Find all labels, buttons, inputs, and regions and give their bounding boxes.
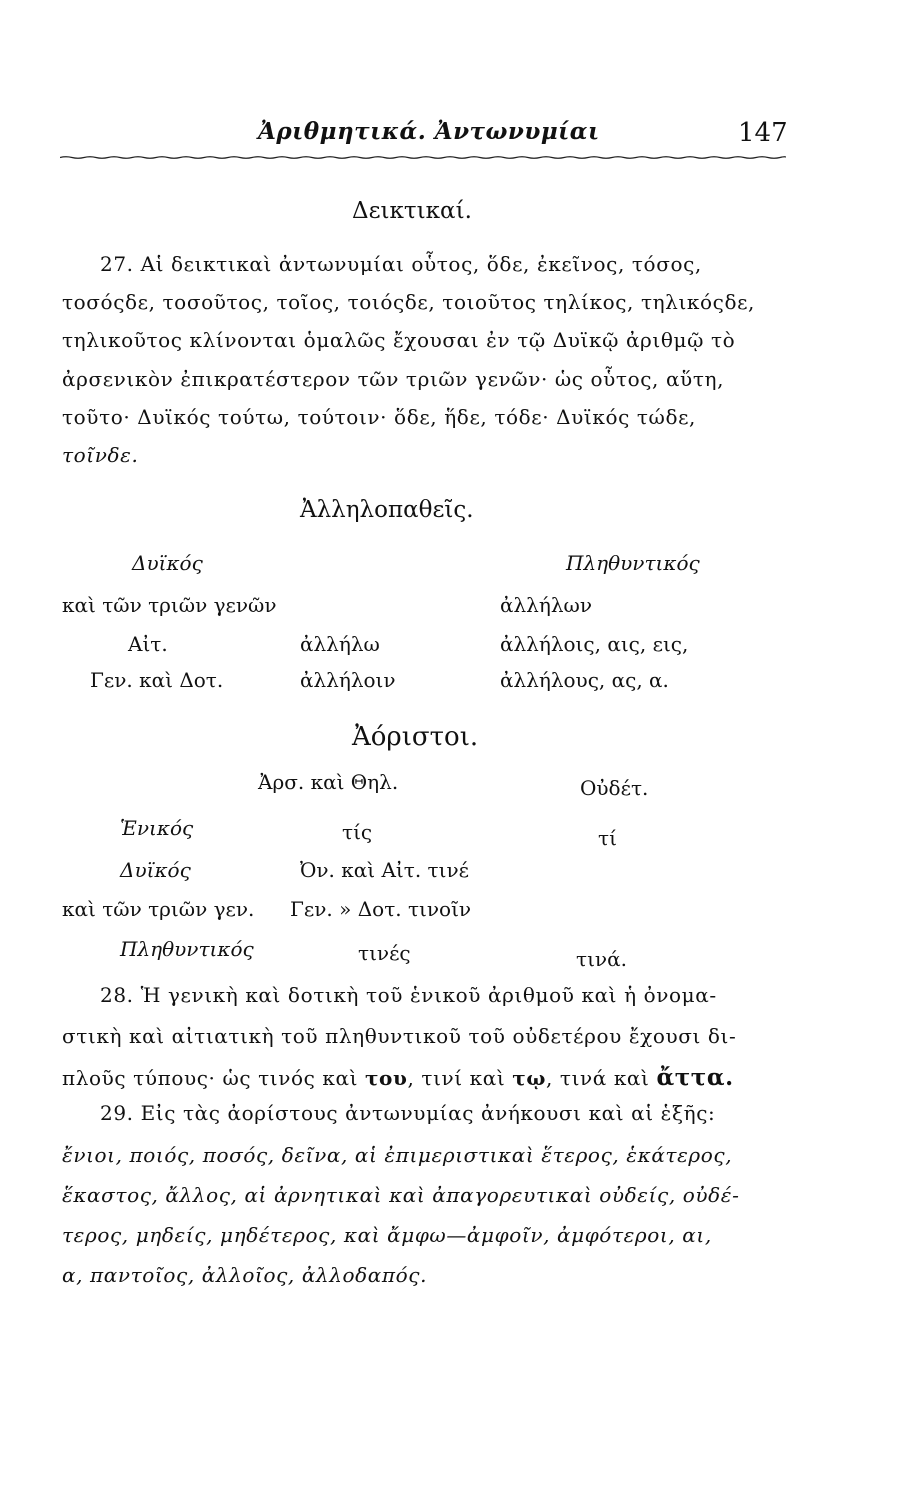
paragraph-29-line: 29. Εἰς τὰς ἀορίστους ἀντωνυμίας ἀνήκουσι καὶ αἱ ἑξῆς: bbox=[100, 1101, 716, 1125]
row-dual: ἀλλήλω bbox=[300, 632, 380, 656]
singular-neuter: τί bbox=[598, 826, 617, 850]
section-title-aoristoi: Ἀόριστοι. bbox=[352, 722, 479, 752]
dual-nom-acc: Ὀν. καὶ Αἰτ. τινέ bbox=[300, 858, 469, 882]
plural-masc: τινές bbox=[358, 941, 411, 965]
row-label: Γεν. καὶ Δοτ. bbox=[90, 668, 224, 692]
row-dual: ἀλλήλοιν bbox=[300, 668, 396, 692]
paragraph-28-line: 28. Ἡ γενικὴ καὶ δοτικὴ τοῦ ἑνικοῦ ἀριθμοῦ καὶ ἡ ὀνομα- bbox=[100, 983, 717, 1007]
row-plural: ἀλλήλοις, αις, εις, bbox=[500, 632, 689, 656]
row-label: καὶ τῶν τριῶν γενῶν bbox=[62, 593, 277, 617]
row-label-dual-gen: καὶ τῶν τριῶν γεν. bbox=[62, 897, 255, 921]
column-header-plural: Πληθυντικός bbox=[566, 551, 700, 575]
column-header-dual: Δυϊκός bbox=[132, 551, 203, 575]
text-span: , τινί καὶ bbox=[407, 1066, 513, 1090]
text-span: , τινά καὶ bbox=[545, 1066, 657, 1090]
column-header-masc-fem: Ἀρσ. καὶ Θηλ. bbox=[258, 770, 399, 794]
row-plural: ἀλλήλων bbox=[500, 593, 592, 617]
paragraph-29-line: ἔνιοι, ποιός, ποσός, δεῖνα, αἱ ἐπιμεριστικαὶ ἕτερος, ἑκάτερος, bbox=[62, 1143, 733, 1167]
deiktikai-line: τοσόςδε, τοσοῦτος, τοῖος, τοιόςδε, τοιοῦτος τηλίκος, τηλικόςδε, bbox=[62, 290, 756, 314]
row-label-singular: Ἑνικός bbox=[120, 816, 194, 840]
deiktikai-line: τοῦτο· Δυϊκός τούτω, τούτοιν· ὅδε, ἥδε, τόδε· Δυϊκός τώδε, bbox=[62, 405, 697, 429]
deiktikai-line: τοῖνδε. bbox=[62, 443, 139, 467]
row-label-plural: Πληθυντικός bbox=[120, 937, 254, 961]
column-header-neuter: Οὐδέτ. bbox=[580, 776, 649, 800]
bold-form: τῳ bbox=[512, 1066, 546, 1090]
bold-form: ἄττα. bbox=[656, 1064, 734, 1091]
paragraph-28-line bbox=[62, 1064, 734, 1091]
text-span: πλοῦς τύπους· ὡς τινός καὶ bbox=[62, 1066, 365, 1090]
row-label: Αἰτ. bbox=[128, 632, 168, 656]
page-number: 147 bbox=[738, 118, 788, 148]
deiktikai-line: 27. Αἱ δεικτικαὶ ἀντωνυμίαι οὗτος, ὅδε, ἐκεῖνος, τόσος, bbox=[100, 252, 702, 276]
paragraph-29-line: ἕκαστος, ἄλλος, αἱ ἀρνητικαὶ καὶ ἀπαγορευτικαὶ οὐδείς, οὐδέ- bbox=[62, 1183, 740, 1207]
singular-masc: τίς bbox=[342, 820, 373, 844]
running-head: Ἀριθμητικά. Ἀντωνυμίαι bbox=[258, 118, 600, 145]
row-label-dual: Δυϊκός bbox=[120, 858, 191, 882]
deiktikai-line: τηλικοῦτος κλίνονται ὁμαλῶς ἔχουσαι ἐν τῷ Δυϊκῷ ἀριθμῷ τὸ bbox=[62, 328, 736, 352]
bold-form: του bbox=[365, 1066, 408, 1090]
dual-gen-dat: Γεν. » Δοτ. τινοῖν bbox=[290, 897, 472, 921]
paragraph-29-line: α, παντοῖος, ἀλλοῖος, ἀλλοδαπός. bbox=[62, 1263, 428, 1287]
deiktikai-line: ἀρσενικὸν ἐπικρατέστερον τῶν τριῶν γενῶν· ὡς οὗτος, αὕτη, bbox=[62, 367, 725, 391]
paragraph-28-line: στικὴ καὶ αἰτιατικὴ τοῦ πληθυντικοῦ τοῦ οὐδετέρου ἔχουσι δι- bbox=[62, 1024, 737, 1048]
header-rule bbox=[60, 156, 786, 159]
row-plural: ἀλλήλους, ας, α. bbox=[500, 668, 669, 692]
paragraph-29-line: τερος, μηδείς, μηδέτερος, καὶ ἄμφω—ἀμφοῖν, ἀμφότεροι, αι, bbox=[62, 1223, 712, 1247]
plural-neuter: τινά. bbox=[576, 947, 627, 971]
section-title-allelopatheis: Ἀλληλοπαθεῖς. bbox=[300, 497, 474, 523]
section-title-deiktikai: Δεικτικαί. bbox=[352, 198, 472, 224]
